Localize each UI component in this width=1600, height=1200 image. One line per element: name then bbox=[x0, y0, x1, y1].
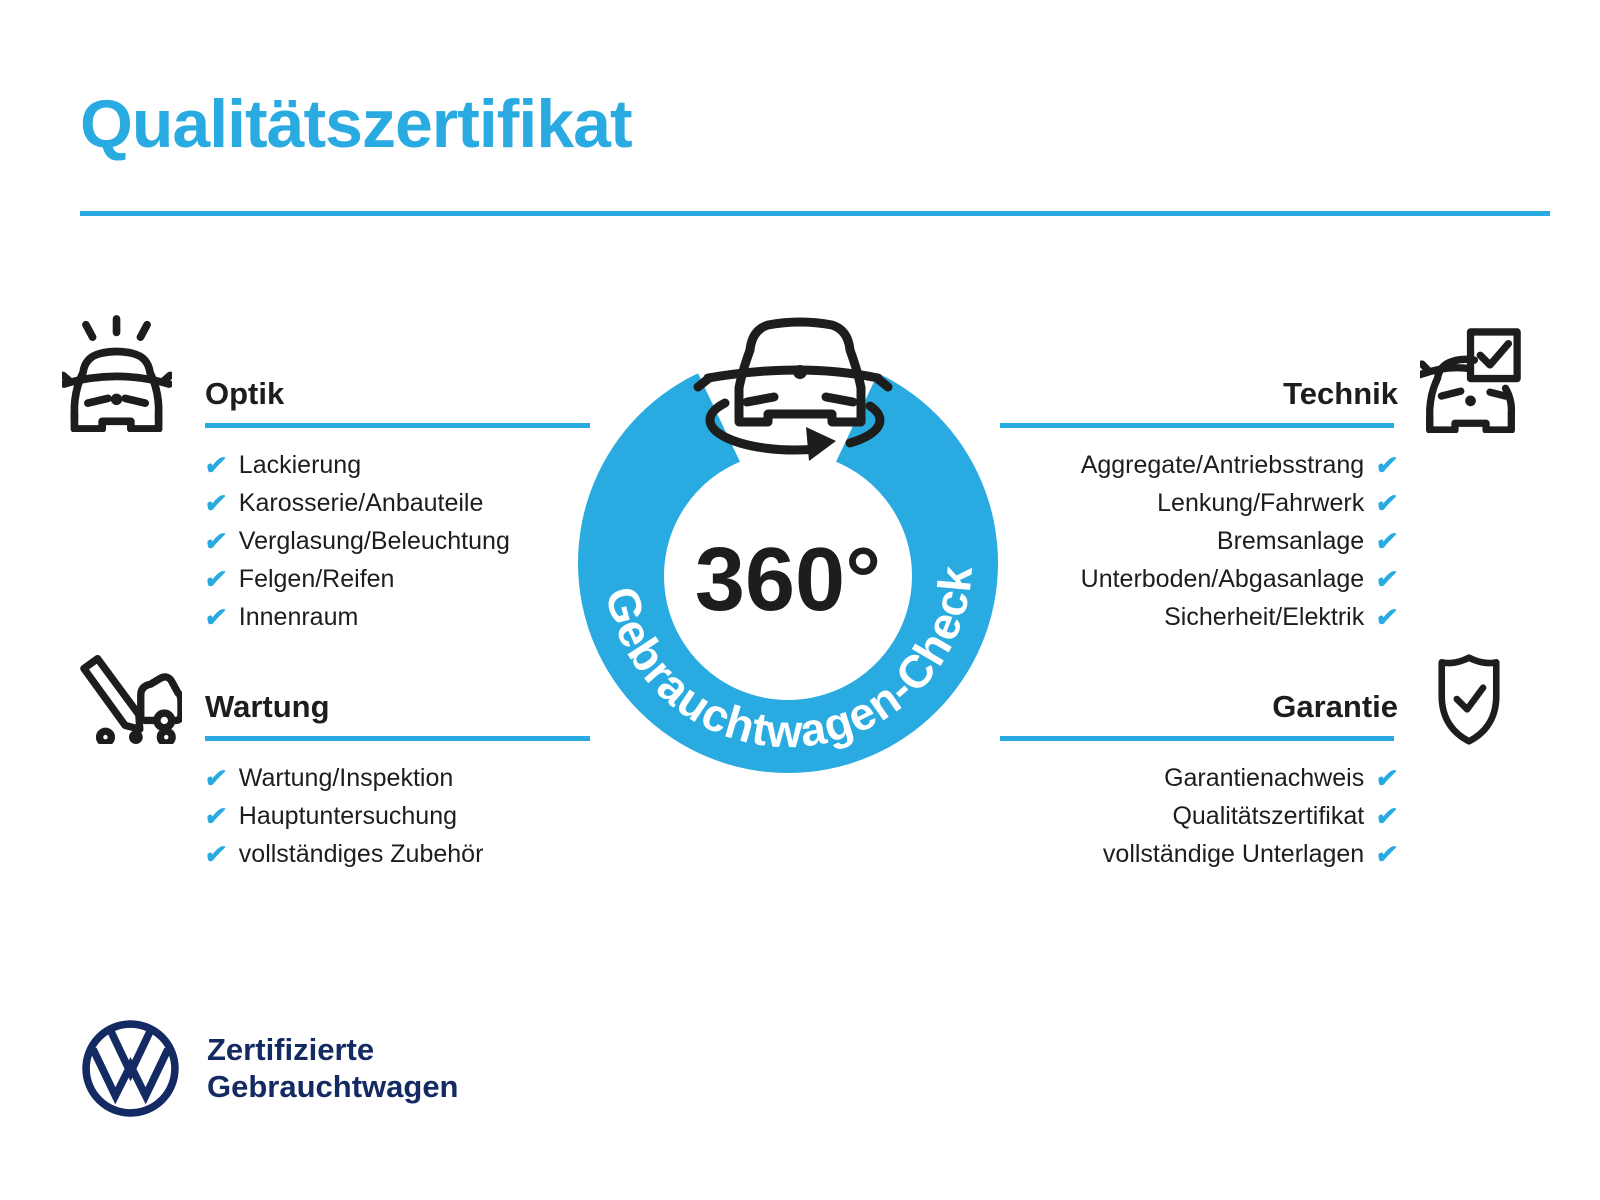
section-optik-title: Optik bbox=[205, 376, 285, 411]
ring-label: Gebrauchtwagen-Check bbox=[595, 562, 983, 758]
list-item bbox=[1000, 797, 1401, 835]
section-wartung bbox=[202, 689, 590, 873]
list-item bbox=[1000, 759, 1401, 797]
list-item-label: Lackierung bbox=[238, 450, 362, 479]
check-icon: ✔ bbox=[202, 487, 229, 518]
brand-line-2: Gebrauchtwagen bbox=[207, 1069, 459, 1104]
list-item bbox=[202, 835, 590, 873]
section-optik-list bbox=[202, 446, 590, 636]
section-wartung-divider bbox=[205, 736, 590, 741]
center-360-ring bbox=[560, 310, 1020, 790]
list-item bbox=[202, 797, 590, 835]
check-icon: ✔ bbox=[1374, 800, 1401, 831]
shield-check-icon bbox=[1436, 652, 1502, 746]
section-technik-list bbox=[1000, 446, 1401, 636]
list-item-label: Unterboden/Abgasanlage bbox=[1080, 564, 1365, 593]
section-optik bbox=[202, 376, 590, 636]
section-technik-title: Technik bbox=[1283, 376, 1398, 411]
section-wartung-title: Wartung bbox=[205, 689, 330, 724]
check-icon: ✔ bbox=[1374, 487, 1401, 518]
list-item-label: Hauptuntersuchung bbox=[238, 801, 458, 830]
list-item-label: Wartung/Inspektion bbox=[238, 763, 454, 792]
list-item-label: vollständiges Zubehör bbox=[238, 839, 484, 868]
list-item-label: Karosserie/Anbauteile bbox=[238, 488, 484, 517]
section-optik-divider bbox=[205, 423, 590, 428]
list-item-label: Verglasung/Beleuchtung bbox=[238, 526, 510, 555]
check-icon: ✔ bbox=[1374, 563, 1401, 594]
check-icon: ✔ bbox=[202, 800, 229, 831]
list-item bbox=[1000, 835, 1401, 873]
check-icon: ✔ bbox=[202, 563, 229, 594]
section-garantie-list bbox=[1000, 759, 1401, 873]
list-item-label: Garantienachweis bbox=[1164, 763, 1365, 792]
list-item bbox=[202, 522, 590, 560]
service-checklist-icon bbox=[76, 642, 182, 744]
check-icon: ✔ bbox=[1374, 762, 1401, 793]
check-icon: ✔ bbox=[202, 838, 229, 869]
section-garantie-divider bbox=[1000, 736, 1394, 741]
list-item-label: Sicherheit/Elektrik bbox=[1164, 602, 1365, 631]
shiny-car-icon bbox=[62, 315, 172, 432]
list-item bbox=[202, 446, 590, 484]
check-icon: ✔ bbox=[1374, 449, 1401, 480]
check-icon: ✔ bbox=[202, 601, 229, 632]
list-item-label: Innenraum bbox=[238, 602, 359, 631]
section-wartung-list bbox=[202, 759, 590, 873]
list-item bbox=[202, 484, 590, 522]
list-item-label: Lenkung/Fahrwerk bbox=[1157, 488, 1365, 517]
list-item-label: Aggregate/Antriebsstrang bbox=[1080, 450, 1365, 479]
list-item-label: Qualitätszertifikat bbox=[1172, 801, 1365, 830]
vw-logo bbox=[80, 1018, 181, 1119]
list-item bbox=[1000, 484, 1401, 522]
list-item-label: Felgen/Reifen bbox=[238, 564, 395, 593]
car-checkbox-icon bbox=[1420, 328, 1522, 433]
check-icon: ✔ bbox=[202, 525, 229, 556]
brand-line-1: Zertifizierte bbox=[207, 1032, 375, 1067]
section-technik-divider bbox=[1000, 423, 1394, 428]
check-icon: ✔ bbox=[1374, 601, 1401, 632]
list-item bbox=[1000, 560, 1401, 598]
brand-wordmark bbox=[207, 1031, 459, 1105]
degree-value: 360° bbox=[694, 530, 882, 630]
check-icon: ✔ bbox=[1374, 838, 1401, 869]
check-icon: ✔ bbox=[202, 762, 229, 793]
page-title: Qualitätszertifikat bbox=[80, 86, 632, 162]
list-item bbox=[202, 759, 590, 797]
check-icon: ✔ bbox=[202, 449, 229, 480]
section-garantie-title: Garantie bbox=[1272, 689, 1398, 724]
check-icon: ✔ bbox=[1374, 525, 1401, 556]
list-item bbox=[202, 560, 590, 598]
list-item-label: vollständige Unterlagen bbox=[1102, 839, 1365, 868]
list-item bbox=[1000, 598, 1401, 636]
section-technik bbox=[1000, 376, 1401, 636]
title-divider bbox=[80, 211, 1550, 216]
list-item bbox=[1000, 446, 1401, 484]
list-item-label: Bremsanlage bbox=[1216, 526, 1365, 555]
list-item bbox=[1000, 522, 1401, 560]
section-garantie bbox=[1000, 689, 1401, 873]
list-item bbox=[202, 598, 590, 636]
